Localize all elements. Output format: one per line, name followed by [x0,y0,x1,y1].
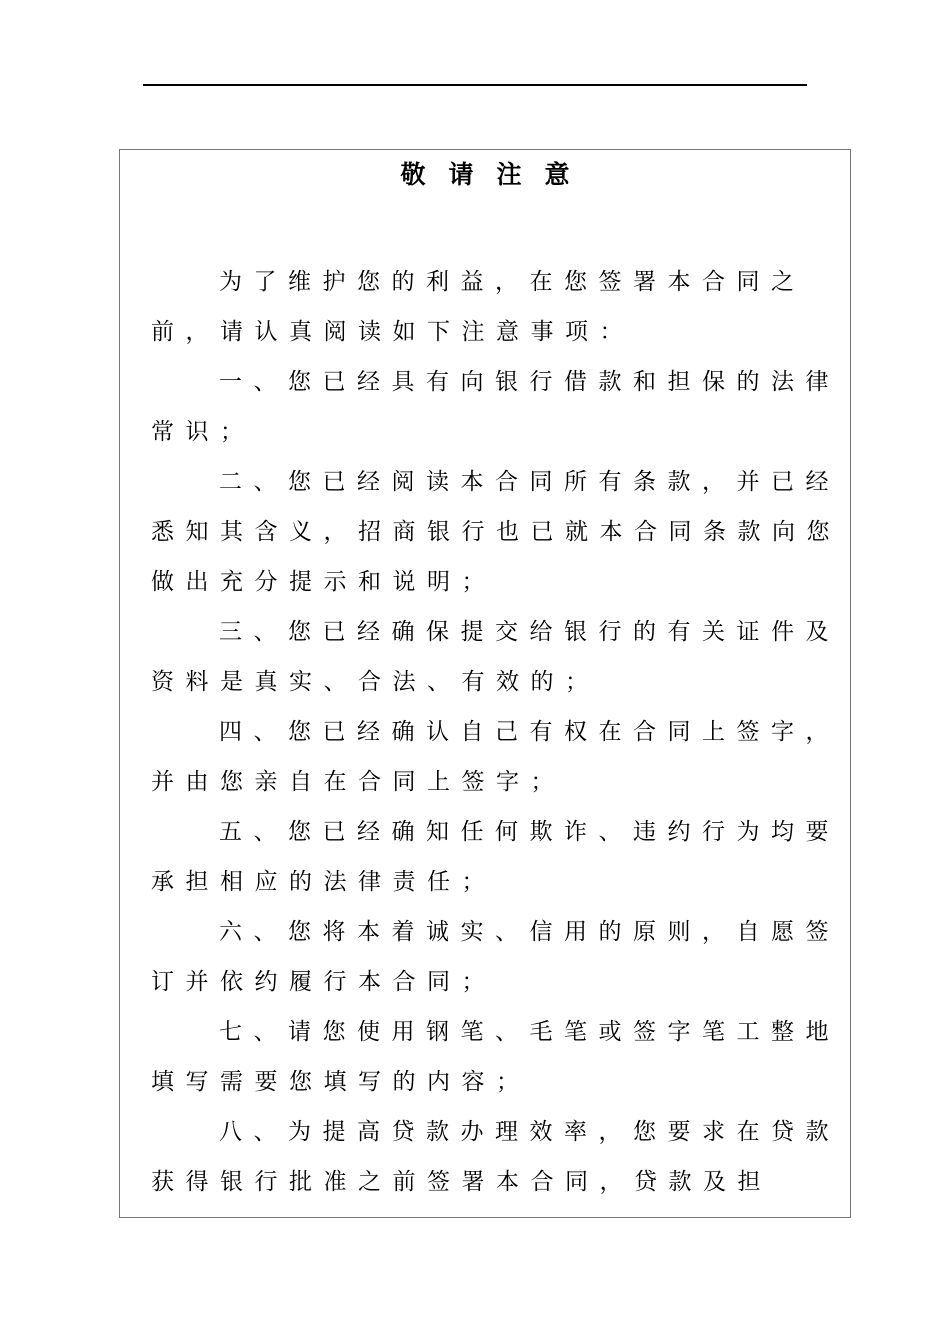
notice-item-4: 四、您已经确认自己有权在合同上签字，并由您亲自在合同上签字； [151,719,840,795]
notice-paragraph-intro: 为了维护您的利益，在您签署本合同之前，请认真阅读如下注意事项： [151,269,806,345]
notice-item-8: 八、为提高贷款办理效率，您要求在贷款获得银行批准之前签署本合同，贷款及担 [151,1119,840,1195]
notice-item-7: 七、请您使用钢笔、毛笔或签字笔工整地填写需要您填写的内容； [151,1019,840,1095]
notice-item-3: 三、您已经确保提交给银行的有关证件及资料是真实、合法、有效的； [151,619,840,695]
notice-box [119,149,851,1218]
notice-item-2: 二、您已经阅读本合同所有条款，并已经悉知其含义，招商银行也已就本合同条款向您做出充分提示和说明； [151,469,841,595]
header-rule [143,84,807,86]
notice-body [151,257,843,1207]
notice-item-5: 五、您已经确知任何欺诈、违约行为均要承担相应的法律责任； [151,819,840,895]
notice-item-6: 六、您将本着诚实、信用的原则，自愿签订并依约履行本合同； [151,919,840,995]
notice-item-1: 一、您已经具有向银行借款和担保的法律常识； [151,369,840,445]
notice-title: 敬请注意 [400,160,593,189]
